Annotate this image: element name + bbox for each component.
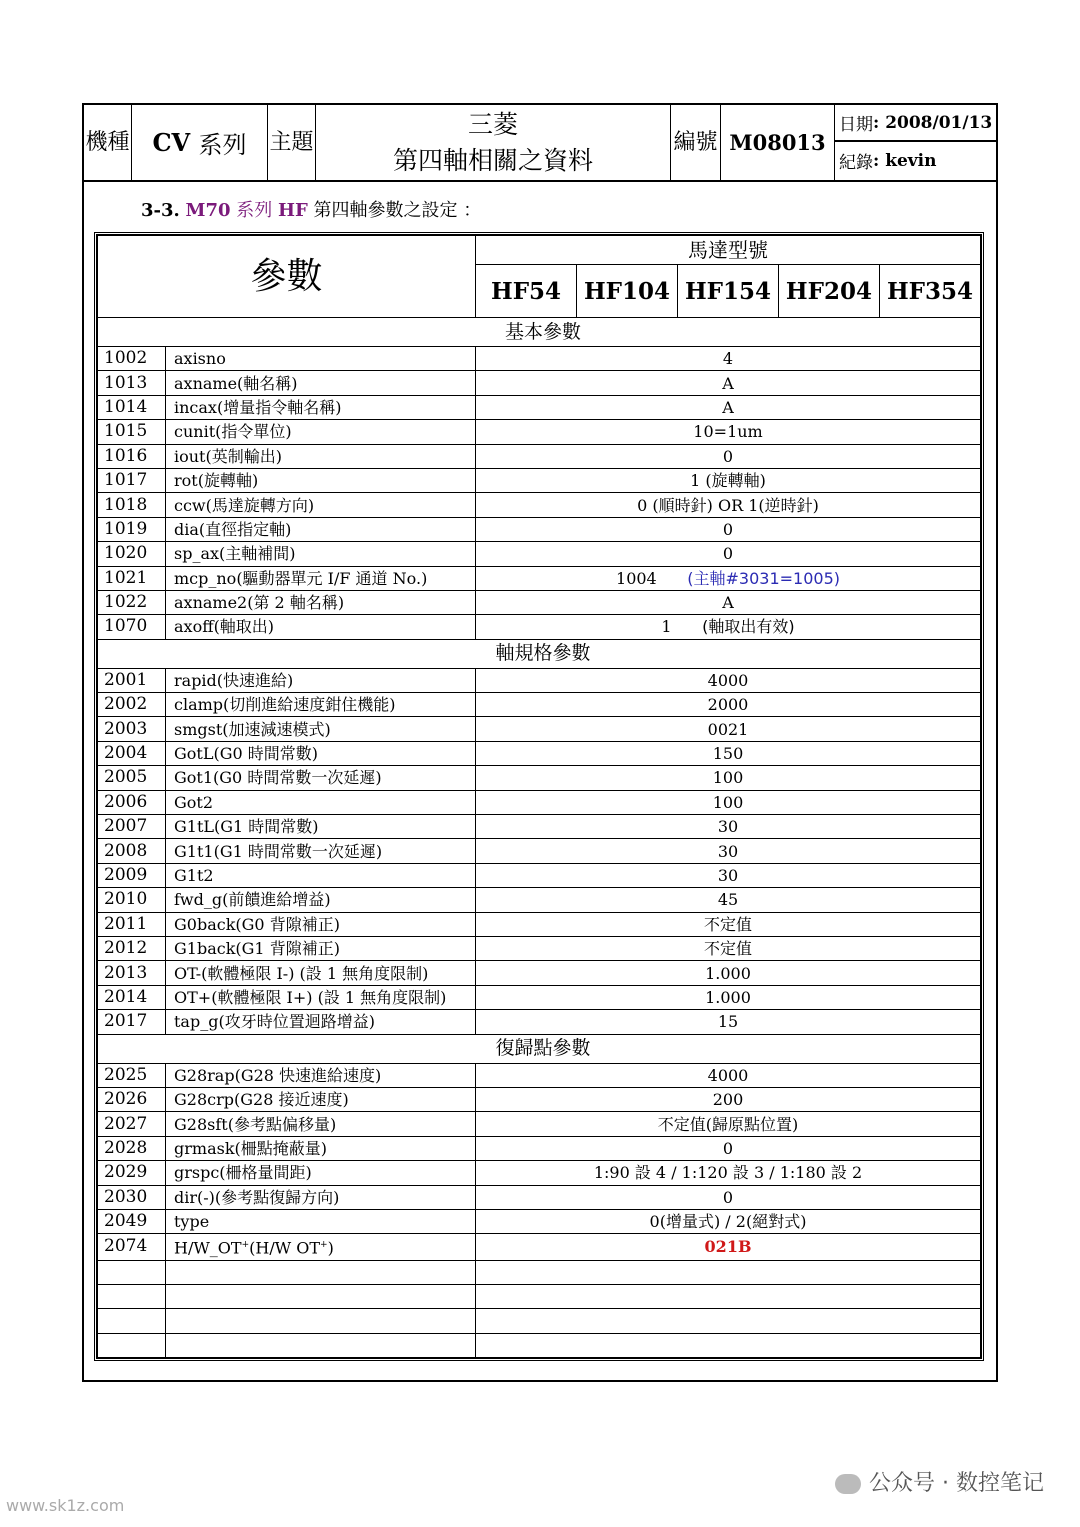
table-row <box>98 741 981 765</box>
param-name: G1t1(G1 時間常數一次延遲) <box>166 839 476 863</box>
table-row <box>98 815 981 839</box>
label-subject: 主題 <box>268 105 316 180</box>
param-value-cell <box>476 444 981 468</box>
table-row <box>98 1234 981 1260</box>
table-row <box>98 1185 981 1209</box>
param-name: cunit(指令單位) <box>166 420 476 444</box>
param-name: G28sft(參考點偏移量) <box>166 1112 476 1136</box>
param-value: 4000 <box>707 1065 749 1085</box>
param-name: tap_g(攻牙時位置迴路增益) <box>166 1010 476 1034</box>
record-line <box>835 142 996 179</box>
param-value-cell <box>476 1087 981 1111</box>
param-number: 1020 <box>98 542 166 566</box>
table-row <box>98 542 981 566</box>
param-name: axname2(第 2 軸名稱) <box>166 590 476 614</box>
series-code: CV <box>152 128 191 157</box>
param-number: 1018 <box>98 493 166 517</box>
table-row <box>98 420 981 444</box>
param-name: G28rap(G28 快速進給速度) <box>166 1063 476 1087</box>
param-value-cell <box>476 566 981 590</box>
param-name: dir(-)(參考點復歸方向) <box>166 1185 476 1209</box>
param-number: 2002 <box>98 693 166 717</box>
section-num: 3-3. <box>141 200 180 221</box>
model-hf204: HF204 <box>778 265 879 318</box>
param-name: Got1(G0 時間常數一次延遲) <box>166 766 476 790</box>
param-number: 1013 <box>98 371 166 395</box>
title-line-1: 三菱 <box>467 109 518 139</box>
table-row <box>98 1209 981 1233</box>
param-value: 1.000 <box>705 963 751 983</box>
section-series: 系列 <box>236 200 273 221</box>
table-row <box>98 517 981 541</box>
param-name: G1tL(G1 時間常數) <box>166 815 476 839</box>
param-name: fwd_g(前饋進給增益) <box>166 888 476 912</box>
param-value-cell <box>476 717 981 741</box>
param-value-cell <box>476 741 981 765</box>
param-name: rapid(快速進給) <box>166 668 476 692</box>
param-name: ccw(馬達旋轉方向) <box>166 493 476 517</box>
param-number: 1014 <box>98 395 166 419</box>
param-name: grspc(柵格量間距) <box>166 1161 476 1185</box>
table-row <box>98 1010 981 1034</box>
param-number: 2004 <box>98 741 166 765</box>
table-row <box>98 1136 981 1160</box>
param-name: axoff(軸取出) <box>166 615 476 639</box>
param-value-cell <box>476 693 981 717</box>
param-name: G28crp(G28 接近速度) <box>166 1087 476 1111</box>
table-row <box>98 693 981 717</box>
param-value: 1 (旋轉軸) <box>690 471 766 491</box>
header-bar <box>84 105 996 182</box>
param-name: G1t2 <box>166 863 476 887</box>
param-name: incax(增量指令軸名稱) <box>166 395 476 419</box>
param-value: 0 <box>722 446 734 466</box>
table-row <box>98 717 981 741</box>
table-row <box>98 790 981 814</box>
param-number: 2028 <box>98 1136 166 1160</box>
param-value: A <box>722 593 734 613</box>
param-note: (軸取出有效) <box>702 617 795 637</box>
param-value-cell <box>476 1112 981 1136</box>
param-number: 2006 <box>98 790 166 814</box>
param-name: Got2 <box>166 790 476 814</box>
meta-cell <box>835 105 996 180</box>
record-value: : kevin <box>873 150 937 171</box>
param-value-cell <box>476 542 981 566</box>
label-machine: 機種 <box>84 105 132 180</box>
table-row <box>98 961 981 985</box>
param-value: 0 <box>722 519 734 539</box>
model-hf154: HF154 <box>677 265 778 318</box>
param-value: 不定值 <box>704 939 753 959</box>
param-number: 2007 <box>98 815 166 839</box>
param-name: clamp(切削進給速度鉗住機能) <box>166 693 476 717</box>
param-name: rot(旋轉軸) <box>166 468 476 492</box>
param-name: smgst(加速減速模式) <box>166 717 476 741</box>
group-header: 復歸點參數 <box>98 1034 981 1063</box>
param-header: 參數 <box>98 236 476 318</box>
param-name: type <box>166 1209 476 1233</box>
param-value: 15 <box>717 1012 739 1032</box>
table-row <box>98 590 981 614</box>
table-row <box>98 493 981 517</box>
param-value: 100 <box>712 768 744 788</box>
param-number: 2074 <box>98 1234 166 1260</box>
param-name: dia(直徑指定軸) <box>166 517 476 541</box>
param-number: 2010 <box>98 888 166 912</box>
param-number: 2005 <box>98 766 166 790</box>
param-value: 不定值(歸原點位置) <box>657 1114 799 1134</box>
param-value-cell <box>476 517 981 541</box>
param-value-cell <box>476 912 981 936</box>
param-value-cell <box>476 1209 981 1233</box>
parameter-table <box>94 232 984 1361</box>
param-number: 2011 <box>98 912 166 936</box>
param-value-cell <box>476 1010 981 1034</box>
table-row <box>98 371 981 395</box>
series-suffix: 系列 <box>198 131 247 159</box>
param-number: 2027 <box>98 1112 166 1136</box>
date-line <box>835 105 996 142</box>
param-value-cell <box>476 961 981 985</box>
param-value-cell <box>476 863 981 887</box>
param-value-cell <box>476 936 981 960</box>
table-row <box>98 444 981 468</box>
param-number: 2026 <box>98 1087 166 1111</box>
param-value: 0 (順時針) OR 1(逆時針) <box>637 495 819 515</box>
date-value: : 2008/01/13 <box>873 112 993 133</box>
param-value: 100 <box>712 792 744 812</box>
param-name: H/W_OT+(H/W OT+) <box>166 1234 476 1260</box>
table-row <box>98 888 981 912</box>
table-row <box>98 1063 981 1087</box>
param-value: 1:90 設 4 / 1:120 設 3 / 1:180 設 2 <box>593 1163 863 1183</box>
param-value-cell <box>476 1185 981 1209</box>
param-value: 2000 <box>707 695 749 715</box>
model-hf54: HF54 <box>476 265 577 318</box>
table-row <box>98 615 981 639</box>
param-number: 2013 <box>98 961 166 985</box>
motor-header: 馬達型號 <box>476 236 981 265</box>
section-model: M70 <box>185 200 231 221</box>
param-number: 1015 <box>98 420 166 444</box>
param-number: 2003 <box>98 717 166 741</box>
label-number: 編號 <box>671 105 721 180</box>
empty-row <box>98 1309 981 1333</box>
param-value: 不定值 <box>704 914 753 934</box>
param-value: 4 <box>722 349 734 369</box>
param-number: 1070 <box>98 615 166 639</box>
param-value: 0(增量式) / 2(絕對式) <box>649 1212 807 1232</box>
document-frame <box>82 103 998 1382</box>
section-title <box>141 196 481 222</box>
table-row <box>98 1087 981 1111</box>
param-value: 10=1um <box>693 422 763 442</box>
param-value: 30 <box>717 866 739 885</box>
empty-row <box>98 1285 981 1309</box>
param-note: (主軸#3031=1005) <box>687 568 840 588</box>
param-value: 200 <box>712 1090 744 1110</box>
param-value-cell <box>476 347 981 371</box>
param-name: iout(英制輸出) <box>166 444 476 468</box>
param-number: 2012 <box>98 936 166 960</box>
wechat-icon <box>835 1474 861 1494</box>
param-value: A <box>722 373 734 393</box>
model-hf104: HF104 <box>577 265 678 318</box>
param-name: OT+(軟體極限 I+) (設 1 無角度限制) <box>166 985 476 1009</box>
group-header: 基本參數 <box>98 318 981 347</box>
param-value: 0 <box>722 544 734 564</box>
param-number: 2009 <box>98 863 166 887</box>
param-value-cell <box>476 615 981 639</box>
table-row <box>98 668 981 692</box>
empty-row <box>98 1260 981 1284</box>
param-value: 1004 <box>616 568 657 588</box>
param-value: 30 <box>717 841 739 861</box>
table-row <box>98 395 981 419</box>
empty-row <box>98 1333 981 1357</box>
param-number: 2014 <box>98 985 166 1009</box>
param-value-cell <box>476 395 981 419</box>
model-hf354: HF354 <box>879 265 980 318</box>
param-name: OT-(軟體極限 I-) (設 1 無角度限制) <box>166 961 476 985</box>
date-label: 日期 <box>839 115 873 135</box>
param-name: mcp_no(驅動器單元 I/F 通道 No.) <box>166 566 476 590</box>
table-row <box>98 468 981 492</box>
param-name: axisno <box>166 347 476 371</box>
param-value: 1 <box>661 617 672 637</box>
param-name: axname(軸名稱) <box>166 371 476 395</box>
doc-title <box>316 105 671 180</box>
param-number: 2030 <box>98 1185 166 1209</box>
table-row <box>98 985 981 1009</box>
param-value-cell <box>476 493 981 517</box>
table-row <box>98 912 981 936</box>
param-name: GotL(G0 時間常數) <box>166 741 476 765</box>
section-hf: HF <box>277 200 308 221</box>
param-value-cell <box>476 766 981 790</box>
param-number: 1022 <box>98 590 166 614</box>
table-row <box>98 766 981 790</box>
param-value-cell <box>476 839 981 863</box>
param-value: 150 <box>712 744 744 764</box>
param-value-cell <box>476 985 981 1009</box>
param-value: 30 <box>717 817 739 837</box>
param-value: 45 <box>717 890 739 910</box>
title-line-2: 第四軸相關之資料 <box>392 145 593 175</box>
param-value-cell <box>476 590 981 614</box>
site-watermark: www.sk1z.com <box>6 1496 125 1515</box>
watermark-text: 公众号 · 数控笔记 <box>869 1471 1044 1496</box>
param-value-cell <box>476 420 981 444</box>
param-value: 4000 <box>707 670 749 690</box>
param-value-cell <box>476 815 981 839</box>
param-number: 2029 <box>98 1161 166 1185</box>
param-number: 1019 <box>98 517 166 541</box>
param-value: 0 <box>722 1138 734 1158</box>
table-row <box>98 936 981 960</box>
table-row <box>98 1112 981 1136</box>
doc-number: M08013 <box>721 105 835 180</box>
param-value-cell <box>476 1161 981 1185</box>
table-row <box>98 566 981 590</box>
param-value-cell <box>476 371 981 395</box>
param-value-cell <box>476 1136 981 1160</box>
param-number: 1016 <box>98 444 166 468</box>
param-value: 0021 <box>707 719 749 739</box>
param-value: 0 <box>722 1187 734 1207</box>
param-number: 1021 <box>98 566 166 590</box>
param-name: grmask(柵點掩蔽量) <box>166 1136 476 1160</box>
param-number: 2049 <box>98 1209 166 1233</box>
param-name: sp_ax(主軸補間) <box>166 542 476 566</box>
param-value-cell <box>476 790 981 814</box>
param-value: A <box>722 397 734 417</box>
param-number: 2001 <box>98 668 166 692</box>
table-row <box>98 347 981 371</box>
series-cell <box>132 105 268 180</box>
param-value-cell <box>476 1063 981 1087</box>
param-value-cell <box>476 468 981 492</box>
section-rest: 第四軸參數之設定 ： <box>313 200 482 221</box>
record-label: 紀錄 <box>839 153 873 173</box>
param-value-cell: 021B <box>476 1234 981 1260</box>
param-number: 1002 <box>98 347 166 371</box>
param-name: G1back(G1 背隙補正) <box>166 936 476 960</box>
param-value: 1.000 <box>705 987 751 1007</box>
param-number: 1017 <box>98 468 166 492</box>
table-row <box>98 863 981 887</box>
param-value-cell <box>476 668 981 692</box>
table-row <box>98 1161 981 1185</box>
param-value-cell <box>476 888 981 912</box>
group-header: 軸規格參數 <box>98 639 981 668</box>
param-name: G0back(G0 背隙補正) <box>166 912 476 936</box>
param-number: 2017 <box>98 1010 166 1034</box>
param-number: 2008 <box>98 839 166 863</box>
watermark <box>835 1466 1044 1497</box>
table-row <box>98 839 981 863</box>
param-number: 2025 <box>98 1063 166 1087</box>
